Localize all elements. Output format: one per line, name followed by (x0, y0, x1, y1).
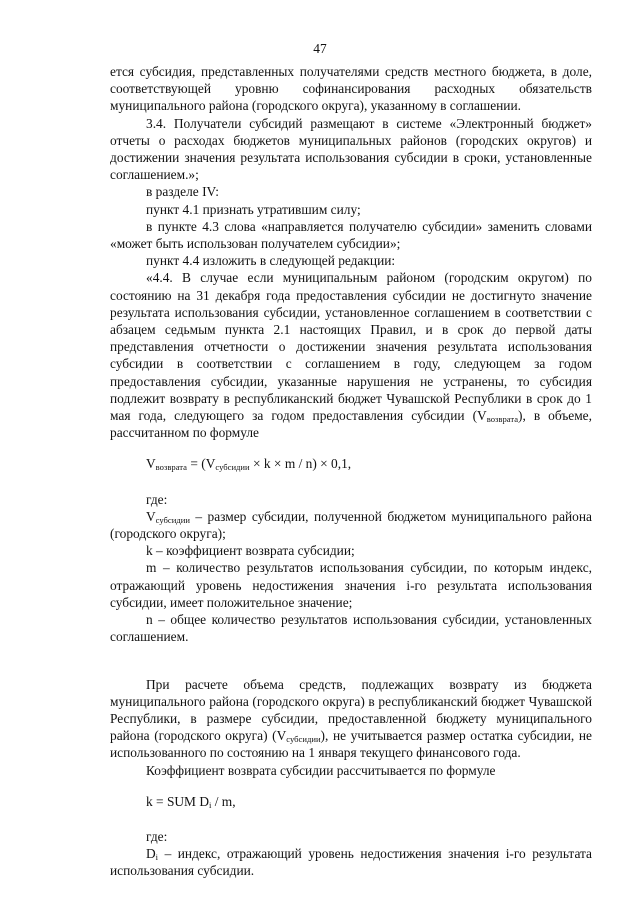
subscript: субсидии (215, 462, 250, 473)
definition-v-subsidy (110, 508, 592, 542)
paragraph-point-4-4-intro: пункт 4.4 изложить в следующей редакции: (146, 253, 396, 269)
definition-n: n – общее количество результатов использования субсидии, установленных соглашением. (110, 612, 592, 645)
definition-k: k – коэффициент возврата субсидии; (146, 543, 355, 559)
text-run: ), в объеме, рассчитанном по формуле (110, 408, 592, 441)
where-label-2: где: (146, 828, 168, 844)
subscript: субсидии (286, 734, 321, 745)
paragraph-point-4-3: в пункте 4.3 слова «направляется получателю субсидии» заменить словами «может быть использован получателем субсидии»; (110, 218, 592, 252)
paragraph-section-iv: в разделе IV: (146, 184, 219, 200)
page-number: 47 (313, 41, 327, 56)
paragraph-calculation (110, 676, 592, 762)
definition-m: m – количество результатов использования субсидии, по которым индекс, отражающий уровень недостижения значения i-го результата использования субсидии, имеет положительное значение; (110, 560, 592, 610)
definition-d (110, 845, 592, 879)
text-run: ), не учитывается размер остатка субсидии, не использованного по состоянию на 1 января текущего финансового года. (110, 728, 592, 761)
formula-coefficient (110, 793, 592, 810)
document-body (110, 63, 592, 880)
formula-part: × k × m / n) × 0,1, (249, 456, 352, 472)
formula-part: = (V (186, 456, 216, 472)
where-label: где: (146, 491, 168, 507)
paragraph-continuation: ется субсидия, представленных получателями средств местного бюджета, в доле, соответствующей уровню софинансирования расходных обязательств муниципального района (городского округа), указанному в соглашении. (110, 64, 592, 114)
paragraph-point-4-4 (110, 269, 592, 441)
subscript: субсидии (155, 514, 190, 525)
text-run: V (146, 508, 156, 524)
paragraph-coefficient: Коэффициент возврата субсидии рассчитывается по формуле (146, 762, 496, 778)
subscript: возврата (155, 462, 187, 473)
text-run: D (146, 846, 156, 862)
text-run: При расчете объема средств, подлежащих возврату из бюджета муниципального района (городского округа) в республиканский бюджет Чувашской Республики, в размере субсидии, предоставленной бюджету муниципального района (городского округа) (V (110, 676, 592, 744)
text-run: – индекс, отражающий уровень недостижения значения i-го результата использования субсидии. (110, 846, 592, 879)
formula-return-volume (110, 455, 592, 472)
subscript: i (208, 799, 212, 810)
paragraph-point-4-1: пункт 4.1 признать утратившим силу; (146, 201, 361, 217)
text-run: «4.4. В случае если муниципальным районом (городским округом) по состоянию на 31 декабря года предоставления субсидии не достигнуто значение результата использования субсидии, установленное соглашением в соответствии с абзацем седьмым пункта 2.1 настоящих Правил, и в срок до первой даты представления отчетности о достижении значения результата использования субсидии в соответствии с соглашением в году, следующем за годом предоставления субсидии, указанные нарушения не устранены, то субсидия подлежит возврату в республиканский бюджет Чувашской Республики в срок до 1 мая года, следующего за годом предоставления субсидии (V (110, 270, 592, 424)
subscript: i (155, 852, 159, 863)
formula-part: k = SUM D (146, 793, 209, 809)
formula-part: V (146, 456, 156, 472)
subscript: возврата (486, 414, 519, 425)
text-run: – размер субсидии, полученной бюджетом муниципального района (городского округа); (110, 508, 592, 542)
paragraph-3-4: 3.4. Получатели субсидий размещают в системе «Электронный бюджет» отчеты о расходах бюджетов муниципальных районов (городских округов) и достижении значения результата использования субсидии в сроки, установленные соглашением.»; (110, 115, 592, 183)
formula-part: / m, (211, 793, 236, 809)
